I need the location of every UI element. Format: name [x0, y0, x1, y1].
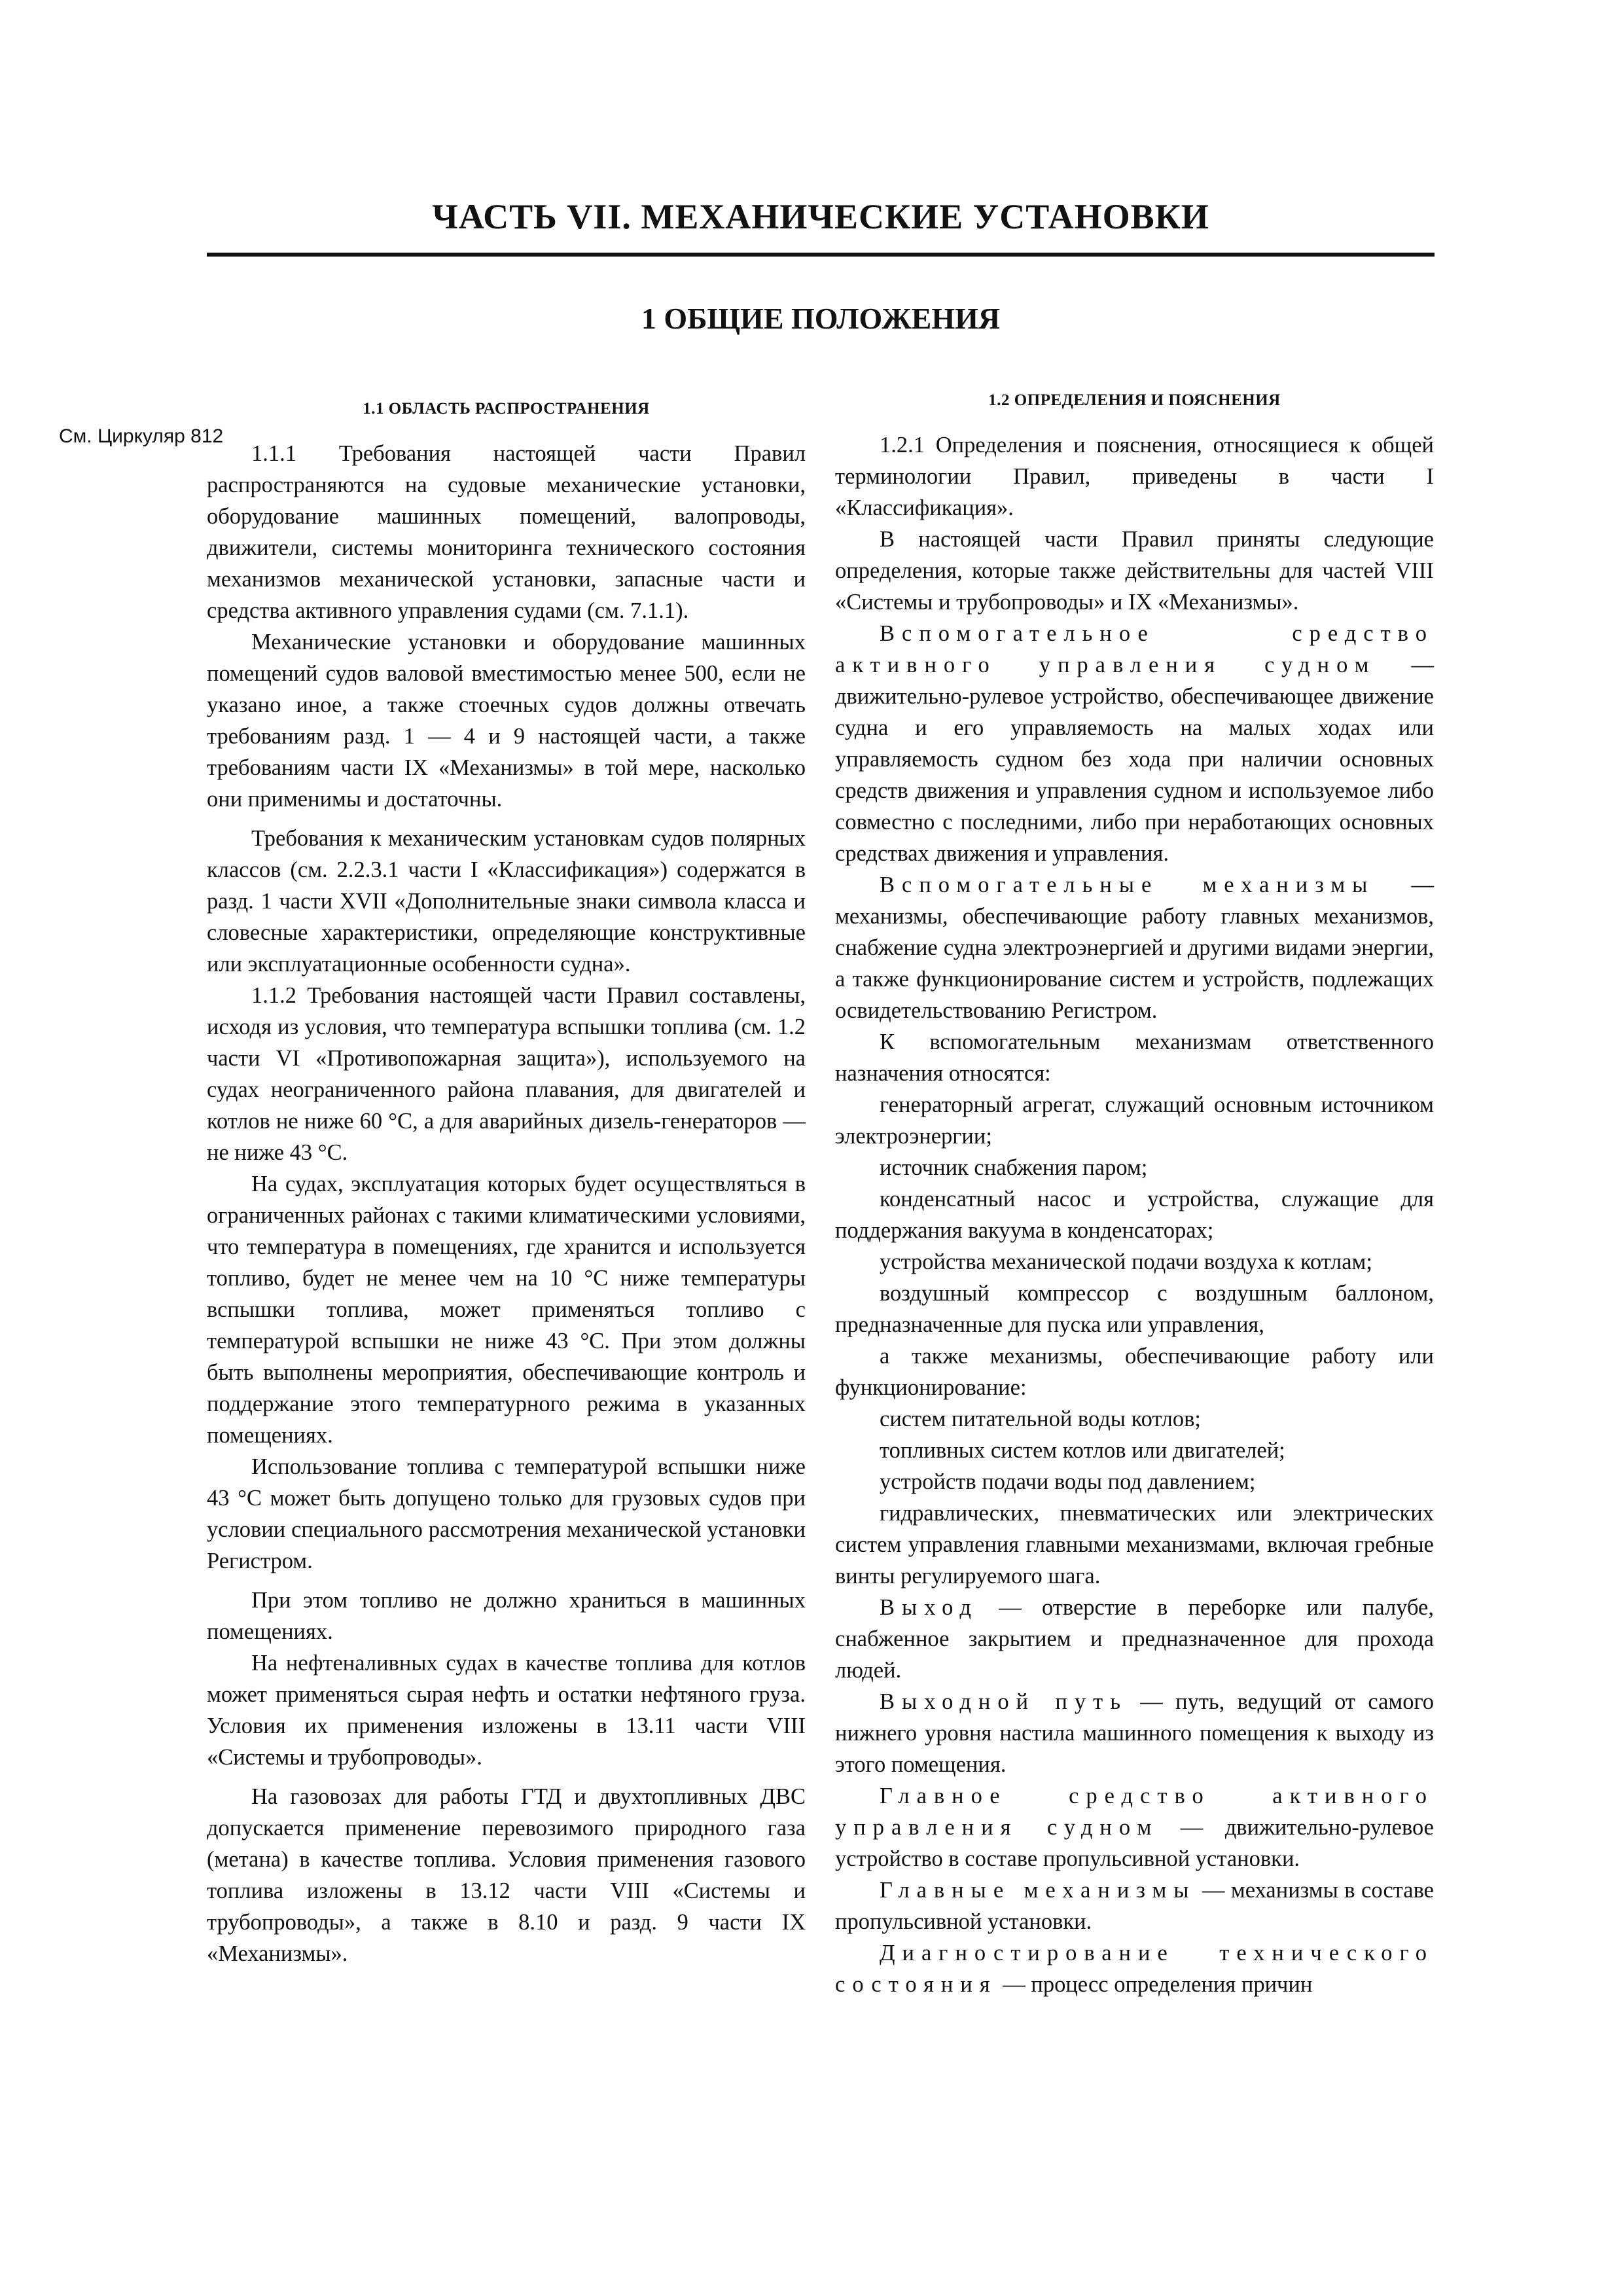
paragraph: Требования к механическим установкам судов полярных классов (см. 2.2.3.1 части I «Классификация») содержатся в разд. 1 части XVII «Дополнительные знаки символа класса и словесные характеристики, определяющие конструктивные или эксплуатационные особенности судна».	[207, 826, 806, 977]
list-item: топливных систем котлов или двигателей;	[880, 1438, 1285, 1463]
definition	[835, 1780, 1434, 1874]
definition-text: — механизмы, обеспечивающие работу главных механизмов, снабжение судна электроэнергией и другими видами энергии, а также функционирование систем и устройств, подлежащих освидетельствованию Регистром.	[835, 872, 1435, 1023]
list-item: устройств подачи воды под давлением;	[880, 1469, 1256, 1494]
list-item: конденсатный насос и устройства, служащие для поддержания вакуума в конденсаторах;	[835, 1187, 1434, 1243]
section-heading-1-1: 1.1 ОБЛАСТЬ РАСПРОСТРАНЕНИЯ	[363, 400, 650, 418]
list-item: воздушный компрессор с воздушным баллоном, предназначенные для пуска или управления,	[835, 1281, 1434, 1337]
chapter-title: 1 ОБЩИЕ ПОЛОЖЕНИЯ	[641, 302, 1001, 335]
definition-term: Диагностирование технического состояния	[835, 1941, 1434, 1997]
definition-term: Главное средство активного управления судном	[835, 1784, 1434, 1840]
paragraph: 1.2.1 Определения и пояснения, относящиеся к общей терминологии Правил, приведены в части I «Классификация».	[835, 433, 1434, 520]
margin-note: См. Циркуляр 812	[59, 425, 224, 447]
definition	[835, 869, 1434, 1026]
definition-term: Выходной путь	[880, 1689, 1128, 1714]
list-item: источник снабжения паром;	[880, 1155, 1148, 1180]
definition-text: — движительно-рулевое устройство, обеспечивающее движение судна и его управляемость на малых ходах или управляемость судном без хода при наличии основных средств движения и управления судном и используемое либо совместно с последними, либо при неработающих основных средствах движения и управления.	[835, 653, 1435, 866]
list-item: систем питательной воды котлов;	[880, 1407, 1201, 1431]
list-item: К вспомогательным механизмам ответственного назначения относятся:	[835, 1030, 1434, 1086]
definition-term: Главные механизмы	[880, 1878, 1196, 1903]
definition-text: — процесс определения причин	[997, 1972, 1313, 1997]
paragraph: При этом топливо не должно храниться в машинных помещениях.	[207, 1588, 806, 1644]
paragraph: 1.1.1 Требования настоящей части Правил распространяются на судовые механические установки, оборудование машинных помещений, валопроводы, движители, системы мониторинга технического состояния механизмов механической установки, запасные части и средства активного управления судами (см. 7.1.1).	[207, 441, 806, 623]
definition	[835, 618, 1434, 869]
definition	[835, 1592, 1434, 1686]
part-title: ЧАСТЬ VII. МЕХАНИЧЕСКИЕ УСТАНОВКИ	[432, 197, 1209, 236]
paragraph: Механические установки и оборудование машинных помещений судов валовой вместимостью менее 500, если не указано иное, а также стоечных судов должны отвечать требованиям разд. 1 — 4 и 9 настоящей части, а также требованиям части IX «Механизмы» в той мере, насколько они применимы и достаточны.	[207, 630, 806, 812]
definition-term: Выход	[880, 1595, 978, 1620]
definition-text: — механизмы в составе пропульсивной установки.	[835, 1878, 1434, 1934]
definition-text: — путь, ведущий от самого нижнего уровня настила машинного помещения к выходу из этого помещения.	[835, 1689, 1435, 1777]
left-column	[207, 396, 806, 1969]
definition-text: — движительно-рулевое устройство в составе пропульсивной установки.	[835, 1815, 1434, 1871]
list-item: а также механизмы, обеспечивающие работу или функционирование:	[835, 1344, 1434, 1400]
definition	[835, 1874, 1434, 1937]
paragraph: На нефтеналивных судах в качестве топлива для котлов может применяться сырая нефть и остатки нефтяного груза. Условия их применения изложены в 13.11 части VIII «Системы и трубопроводы».	[207, 1651, 806, 1770]
paragraph: Использование топлива с температурой вспышки ниже 43 °С может быть допущено только для грузовых судов при условии специального рассмотрения механической установки Регистром.	[207, 1454, 806, 1573]
list-item: генераторный агрегат, служащий основным источником электроэнергии;	[835, 1092, 1434, 1149]
list-item: гидравлических, пневматических или электрических систем управления главными механизмами, включая гребные винты регулируемого шага.	[835, 1501, 1434, 1588]
definition-text: — отверстие в переборке или палубе, снабженное закрытием и предназначенное для прохода людей.	[835, 1595, 1434, 1683]
definition-term: Вспомогательное средство активного управления судном	[835, 621, 1434, 677]
definition	[835, 1937, 1434, 2000]
right-column	[835, 387, 1434, 2000]
title-rule	[207, 253, 1435, 257]
paragraph: На судах, эксплуатация которых будет осуществляться в ограниченных районах с такими климатическими условиями, что температура в помещениях, где хранится и используется топливо, будет не менее чем на 10 °С ниже температуры вспышки топлива, может применяться топливо с температурой вспышки не ниже 43 °С. При этом должны быть выполнены мероприятия, обеспечивающие контроль и поддержание этого температурного режима в указанных помещениях.	[207, 1172, 806, 1448]
definition-term: Вспомогательные механизмы	[880, 872, 1375, 897]
section-heading-1-2: 1.2 ОПРЕДЕЛЕНИЯ И ПОЯСНЕНИЯ	[988, 391, 1281, 409]
paragraph: 1.1.2 Требования настоящей части Правил составлены, исходя из условия, что температура вспышки топлива (см. 1.2 части VI «Противопожарная защита»), используемого на судах неограниченного района плавания, для двигателей и котлов не ниже 60 °С, а для аварийных дизель-генераторов — не ниже 43 °С.	[207, 983, 806, 1165]
list-item: устройства механической подачи воздуха к котлам;	[880, 1249, 1372, 1274]
paragraph: В настоящей части Правил приняты следующие определения, которые также действительны для частей VIII «Системы и трубопроводы» и IX «Механизмы».	[835, 527, 1434, 615]
paragraph: На газовозах для работы ГТД и двухтопливных ДВС допускается применение перевозимого природного газа (метана) в качестве топлива. Условия применения газового топлива изложены в 13.12 части VIII «Системы и трубопроводы», а также в 8.10 и разд. 9 части IX «Механизмы».	[207, 1784, 806, 1966]
definition	[835, 1686, 1434, 1780]
